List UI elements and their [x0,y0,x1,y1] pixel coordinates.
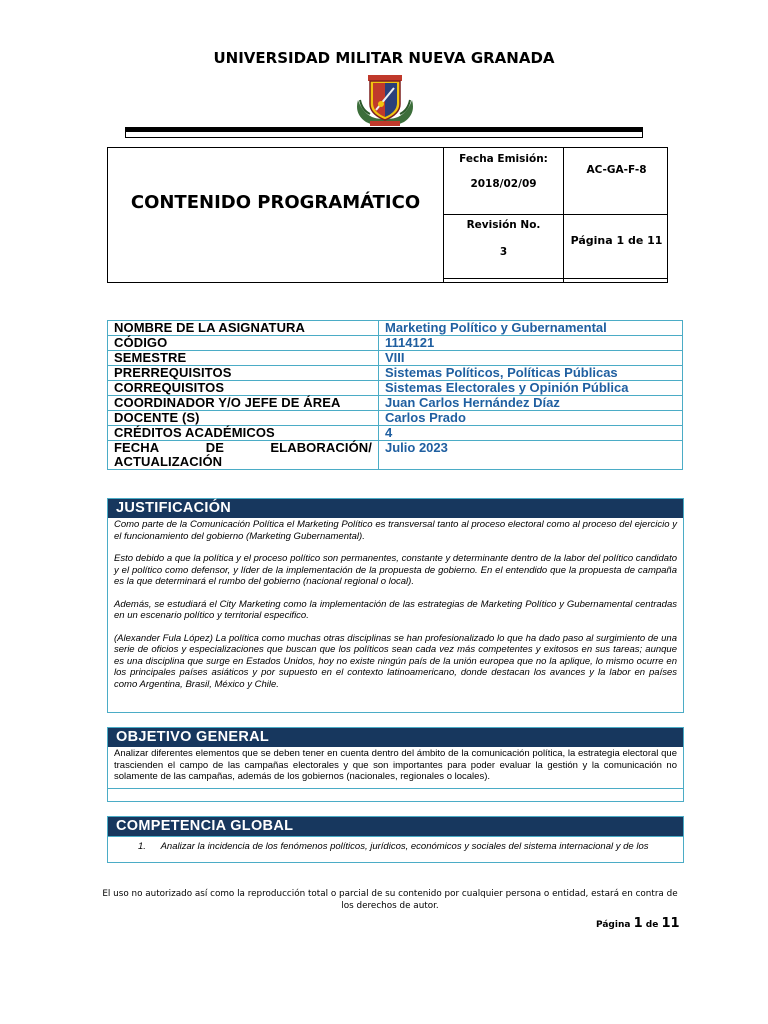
justificacion-section [107,498,684,713]
footer-page-total: 11 [661,916,680,931]
fecha-key-word-4: ACTUALIZACIÓN [114,454,223,469]
footer-page-indicator [596,916,680,931]
info-row [108,396,683,411]
objetivo-section [107,727,684,802]
justificacion-body [108,518,683,692]
revision-label: Revisión No. [466,219,541,231]
competencia-section [107,816,684,863]
footer-page-de: de [645,920,659,930]
info-row [108,411,683,426]
info-value: 1114121 [379,336,683,351]
header-page-indicator: Página 1 de 11 [570,234,663,247]
info-row [108,336,683,351]
justificacion-paragraph: Esto debido a que la política y el proceso político son permanentes, constante y determinante dentro de la labor del político candidato y el político como defensor, y líder de la implementación de la propuesta de gobierno. En el entendido que la propuesta de campaña es la que determinará el rumbo del gobierno (nacional regional o local). [114,553,677,587]
info-key: SEMESTRE [108,351,379,366]
info-row [108,426,683,441]
footer-page-number: 1 [633,916,643,931]
fecha-key-word-1: FECHA [114,440,160,455]
info-value: Sistemas Electorales y Opinión Pública [379,381,683,396]
info-value: Sistemas Políticos, Políticas Públicas [379,366,683,381]
info-key: PRERREQUISITOS [108,366,379,381]
document-title: CONTENIDO PROGRAMÁTICO [130,192,421,213]
objetivo-text: Analizar diferentes elementos que se deben tener en cuenta dentro del ámbito de la comunicación política, la estrategia electoral que trascienden el campo de las campañas electorales y que son importantes para poder evaluar la gestión y la comunicación no solamente de las campañas, además de los gobiernos (nacionales, regionales o locales). [114,748,677,782]
objetivo-heading: OBJETIVO GENERAL [108,728,683,747]
info-value-fecha: Julio 2023 [379,441,683,470]
fecha-emision-label: Fecha Emisión: [459,153,548,165]
info-key: CÓDIGO [108,336,379,351]
info-key: CORREQUISITOS [108,381,379,396]
copyright-notice: El uso no autorizado así como la reproducción total o parcial de su contenido por cualquier persona o entidad, estará en contra de los derechos de autor. [102,889,678,911]
header-rule-frame [125,132,643,138]
info-value: VIII [379,351,683,366]
info-row [108,366,683,381]
info-value: Juan Carlos Hernández Díaz [379,396,683,411]
info-key: DOCENTE (S) [108,411,379,426]
justificacion-heading: JUSTIFICACIÓN [108,499,683,518]
fecha-key-word-2: DE [205,440,224,455]
document-header-box [107,147,668,283]
info-key: COORDINADOR Y/O JEFE DE ÁREA [108,396,379,411]
justificacion-paragraph: (Alexander Fula López) La política como muchas otras disciplinas se han profesionalizado lo que ha dado paso al surgimiento de una serie de oficios y especializaciones que buscan que los políticos sean cada vez más competentes y exitosos en sus tareas; aunque es una disciplina que surge en Estados Unidos, hoy no existe ningún país de la unión europea que no la aplique, lo mismo ocurre en los principales países asiáticos y por supuesto en el contexto latinoamericano, donde destacan los avances y la labor en países como Argentina, Brasil, México y Chile. [114,632,677,690]
info-key-fecha [108,441,379,470]
objetivo-empty-row [108,788,683,803]
competencia-item-text: Analizar la incidencia de los fenómenos políticos, jurídicos, económicos y sociales del sistema internacional y de los [160,841,649,852]
info-row [108,381,683,396]
justificacion-paragraph: Como parte de la Comunicación Política el Marketing Político es transversal tanto al proceso electoral como al proceso del ejercicio y el funcionamiento del gobierno (Marketing Gubernamental). [114,519,677,542]
info-value: Marketing Político y Gubernamental [379,321,683,336]
info-key: NOMBRE DE LA ASIGNATURA [108,321,379,336]
info-key: CRÉDITOS ACADÉMICOS [108,426,379,441]
info-row [108,351,683,366]
info-row-fecha [108,441,683,470]
info-value: Carlos Prado [379,411,683,426]
footer-page-word: Página [596,920,631,930]
competencia-item-number: 1. [138,841,146,852]
document-code: AC-GA-F-8 [586,164,647,176]
university-crest-logo [352,70,418,130]
info-row [108,321,683,336]
info-value: 4 [379,426,683,441]
fecha-emision-value: 2018/02/09 [470,178,537,190]
justificacion-paragraph: Además, se estudiará el City Marketing como la implementación de las estrategias de Marketing Político y Gubernamental centradas en un escenario político y territorial especifico. [114,598,677,621]
university-name: UNIVERSIDAD MILITAR NUEVA GRANADA [213,49,555,67]
competencia-heading: COMPETENCIA GLOBAL [108,817,683,836]
course-info-table [107,320,683,470]
competencia-item [108,840,683,855]
fecha-key-word-3: ELABORACIÓN/ [270,440,372,455]
revision-value: 3 [499,246,508,258]
